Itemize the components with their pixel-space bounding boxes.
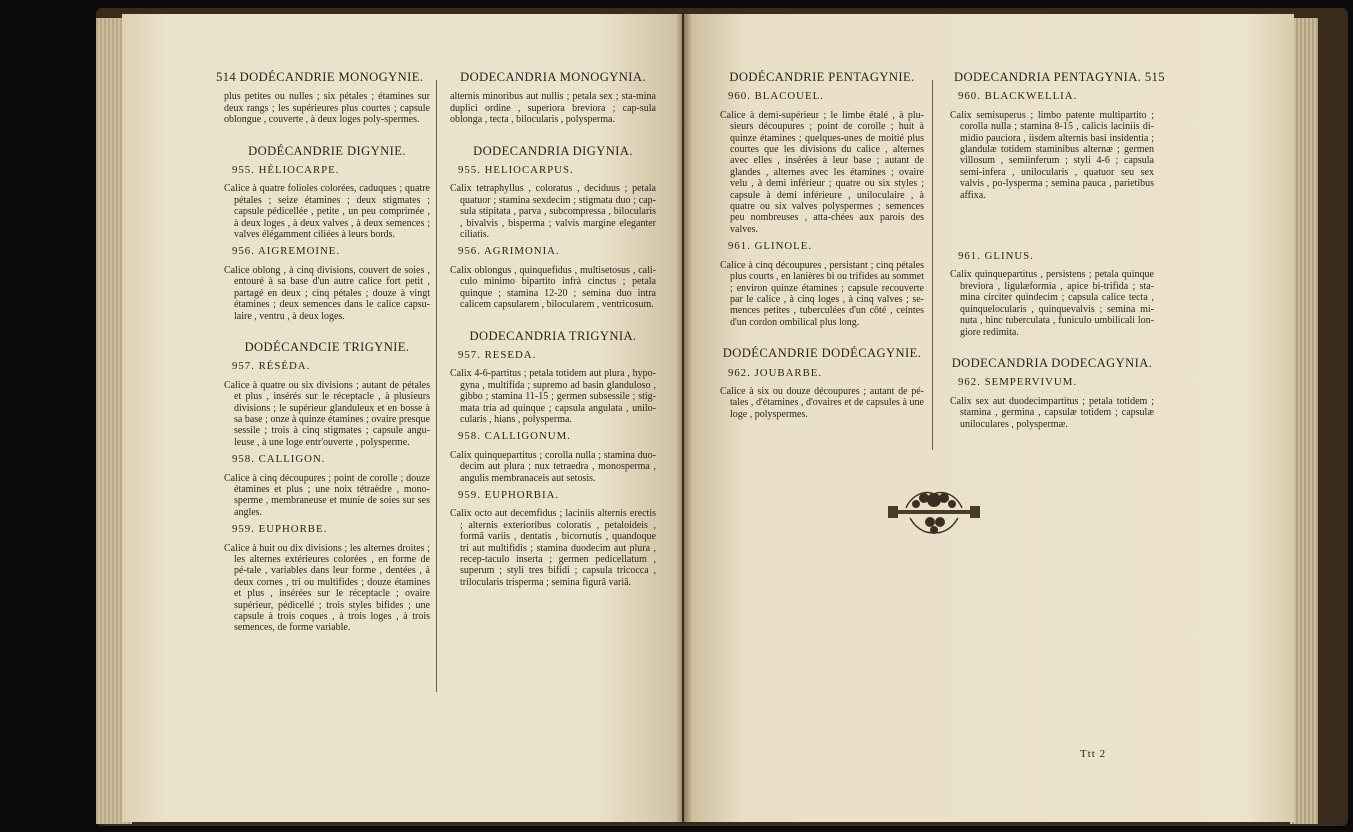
book-gutter — [676, 14, 692, 822]
entry-text: Calice à quatre ou six divisions ; autant de pétales et plus , insérés sur le réceptacle , à plusieurs divisions ; le supérieur glanduleux et en bosse à sa base ; onze à quinze étamines ; ovaire presque sessile ; trois à cinq stigmates ; capsule angu-leuse , à une loge entr'ouverte , polysperme. — [224, 379, 430, 448]
entry-text: Calice à quatre folioles colorées, caduques ; quatre pétales ; seize étamines ; deux stigmates ; capsule pédicellée , petite , un peu comprimée , à deux loges , à deux valves , à deux semences ; valves élégamment ciliées à leurs bords. — [224, 183, 430, 241]
running-header: 514 DODÉCANDRIE MONOGYNIE. — [216, 70, 424, 84]
floral-ornament-icon — [886, 488, 982, 536]
entry-title: 960. BLACKWELLIA. — [958, 90, 1078, 103]
entry-text: Calice à six ou douze découpures ; autant de pé-tales , d'étamines , d'ovaires et de capsules à une loge , polyspermes. — [720, 385, 924, 420]
entry-title: 959. EUPHORBE. — [232, 523, 328, 536]
running-header: DODECANDRIA PENTAGYNIA. 515 — [954, 70, 1165, 84]
entry-title: 961. GLINUS. — [958, 250, 1034, 263]
entry-text: Calice à demi-supérieur ; le limbe étalé , à plu-sieurs découpures ; point de corolle ; huit à quinze étamines ; quelques-unes de moitié plus courtes que les divisions du calice , alternes avec elles , insérées à leur base ; autant de glandes , alternes avec les étamines ; ovaire velu , à demi inférieur ; quatre ou six styles ; capsule à demi inférieure , uniloculaire , à quatre ou six valves polyspermes ; semences peu nombreuses , atta-chées aux parois des valves. — [720, 109, 924, 235]
entry-title: 956. AIGREMOINE. — [232, 245, 341, 258]
running-header: DODÉCANDRIE PENTAGYNIE. — [729, 70, 915, 84]
section-heading: DODÉCANDCIE TRIGYNIE. — [244, 339, 410, 354]
section-heading: DODÉCANDRIE DIGYNIE. — [248, 143, 406, 158]
entry-text: Calice à cinq découpures ; point de corolle ; douze étamines et plus ; une noix tétraèdre , mono-sperme , membraneuse et munie de soies sur ses angles. — [224, 472, 430, 518]
entry-title: 957. RESEDA. — [458, 348, 537, 361]
entry-text: Calice à huit ou dix divisions ; les alternes droites ; les alternes extérieures colorées , en forme de pé-tale , variables dans leur forme , dentées , à deux cornes , tri ou multifides ; douze étamines et plus , insérées sur le réceptacle ; ovaire supérieur, pédicellé ; trois styles bifides ; une capsule à trois coques , à trois loges , à trois semences, de forme variable. — [224, 542, 430, 634]
right-page-french-column — [720, 70, 924, 426]
entry-text: Calix semisuperus ; limbo patente multipartito ; corolla nulla ; stamina 8-15 , calicis laciniis di-midio pauciora , iisdem alternis basi insidentia ; glandulæ totidem staminibus alternæ ; germen villosum , semiinferum ; styli 4-6 ; capsula semi-infera , unilocularis , quatuor seu sex valvis , po-lysperma ; semina pauca , parietibus affixa. — [950, 109, 1154, 201]
entry-title: 956. AGRIMONIA. — [458, 245, 560, 258]
entry-text: Calix 4-6-partitus ; petala totidem aut plura , hypo-gyna , multifida ; supremo ad basin glanduloso , gibbo ; stamina 11-15 ; germen subsessile ; stig-mata tria ad quinque ; capsula angulata , unilo-cularis , hians , polysperma. — [450, 368, 656, 425]
entry-title: 959. EUPHORBIA. — [458, 488, 560, 501]
entry-text: Calix oblongus , quinquefidus , multisetosus , cali-culo minimo bipartito infrà cinctus ; petala quinque ; stamina 12-20 ; semina duo intra calicem capsularem , bilocularem , ventricosum. — [450, 264, 656, 311]
entry-text: Calice oblong , à cinq divisions, couvert de soies , entouré à sa base d'un autre calice fort petit , partagé en deux ; cinq pétales ; douze à vingt étamines ; deux semences dans le calice capsu-laire , ventru , à deux loges. — [224, 264, 430, 322]
signature-mark: Ttt 2 — [1080, 748, 1107, 760]
entry-title: 955. HÉLIOCARPE. — [232, 164, 340, 177]
section-heading: DODECANDRIA DIGYNIA. — [473, 143, 633, 158]
entry-text: Calix quinquepartitus , persistens ; petala quinque breviora , ligulæformia , apice bi-trifida ; sta-mina circiter quindecim ; capsula calice tecta , quinquelocularis , quinquevalvis ; semina mi-nuta , hinc tuberculata , funiculo umbilicali lon-giore redimita. — [950, 269, 1154, 338]
entry-text: Calice à cinq découpures , persistant ; cinq pétales plus courts , en lanières bi ou trifides au sommet ; environ quinze étamines ; capsule recouverte par le calice , à cinq loges , à cinq valves ; se-mences petites , tuberculées d'un côté , ceintes d'un cordon ombilical plus long. — [720, 259, 924, 328]
entry-title: 958. CALLIGON. — [232, 453, 326, 466]
entry-text: Calix octo aut decemfidus ; laciniis alternis erectis ; alternis exterioribus coloratis , petaloideis , formâ variis , dentatis , bicornutis , quandoque tri aut multifidis ; stamina duodecim aut plura , recep-taculo inserta ; germen pedicellatum , superum ; styli tres bifidi ; capsula tricocca , trilocularis trisperma ; semina figurâ variâ. — [450, 508, 656, 588]
section-heading: DODECANDRIA TRIGYNIA. — [469, 328, 637, 343]
page-edges-right — [1290, 18, 1318, 824]
entry-text: Calix sex aut duodecimpartitus ; petala totidem ; stamina , germina , capsulæ totidem ; capsulæ uniloculares , polyspermæ. — [950, 395, 1154, 430]
section-heading: DODÉCANDRIE DODÉCAGYNIE. — [722, 346, 922, 361]
column-rule — [932, 80, 933, 450]
section-heading: DODECANDRIA DODECAGYNIA. — [951, 355, 1153, 370]
entry-title: 961. GLINOLE. — [728, 240, 813, 253]
entry-title: 955. HELIOCARPUS. — [458, 164, 574, 177]
left-page-french-column — [216, 70, 430, 640]
entry-text: Calix tetraphyllus , coloratus , deciduus ; petala quatuor ; stamina sexdecim ; stigmata duo ; cap-sula stipitata , parva , subcompressa , bilocularis , bivalvis , bisperma ; valvis margine eleganter ciliatis. — [450, 183, 656, 241]
entry-title: 957. RÉSÉDA. — [232, 360, 311, 373]
entry-title: 960. BLACOUEL. — [728, 90, 824, 103]
entry-title: 962. SEMPERVIVUM. — [958, 376, 1078, 389]
column-rule — [436, 80, 437, 692]
right-page-latin-column — [950, 70, 1165, 436]
entry-title: 958. CALLIGONUM. — [458, 430, 571, 443]
entry-text: Calix quinquepartitus ; corolla nulla ; stamina duo-decim aut plura ; nux tetraedra , monosperma , angulis membranaceis aut setosis. — [450, 449, 656, 484]
intro-text: plus petites ou nulles ; six pétales ; étamines sur deux rangs ; les supérieures plus courtes ; capsule oblongue , couverte , à deux loges poly-spermes. — [224, 91, 430, 126]
entry-title: 962. JOUBARBE. — [728, 366, 823, 379]
left-page-latin-column — [450, 70, 656, 594]
intro-text: alternis minoribus aut nullis ; petala sex ; sta-mina duplici ordine , superiora breviora ; cap-sula oblonga , tecta , bilocularis , polysperma. — [450, 91, 656, 126]
running-header: DODECANDRIA MONOGYNIA. — [460, 70, 646, 84]
